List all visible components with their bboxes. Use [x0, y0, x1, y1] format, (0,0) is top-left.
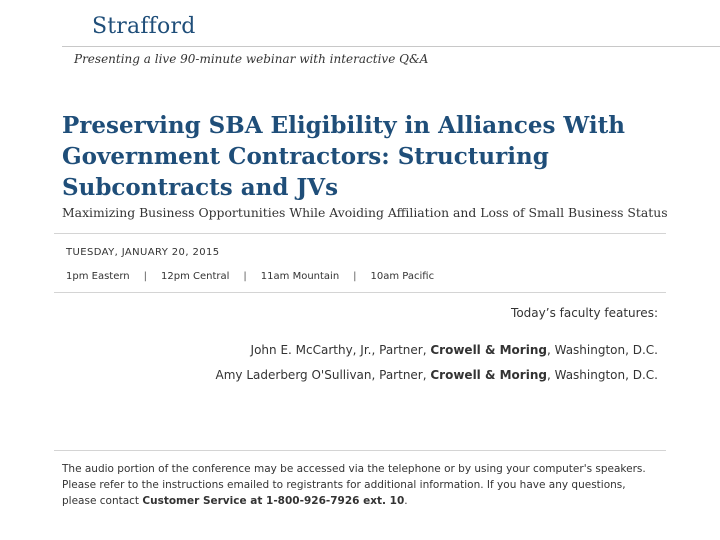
- faculty-intro: Today’s faculty features:: [511, 306, 658, 320]
- speaker-location: , Washington, D.C.: [546, 368, 658, 382]
- webinar-title: Preserving SBA Eligibility in Alliances With Government Contractors: Structuring Subcontracts and JVs: [62, 112, 625, 201]
- strafford-logo: Strafford: [92, 14, 196, 39]
- speaker-name-role: Amy Laderberg O'Sullivan, Partner,: [215, 368, 431, 382]
- speaker-firm: Crowell & Moring: [430, 368, 547, 382]
- divider: [54, 233, 666, 234]
- divider: [54, 292, 666, 293]
- audio-instructions-text: The audio portion of the conference may be accessed via the telephone or by using your computer's speakers. Please refer to the instructions emailed to registrants for additional information. If you have any questions, please contact: [62, 463, 646, 507]
- time-mountain: 11am Mountain: [260, 271, 340, 282]
- audio-instructions-end: .: [404, 495, 408, 507]
- webinar-times: [66, 271, 434, 282]
- time-eastern: 1pm Eastern: [66, 271, 130, 282]
- divider: [54, 450, 666, 451]
- speaker-location: , Washington, D.C.: [546, 343, 658, 357]
- audio-instructions: [62, 461, 662, 509]
- time-pacific: 10am Pacific: [370, 271, 435, 282]
- time-central: 12pm Central: [161, 271, 230, 282]
- speaker-line: [251, 343, 658, 357]
- speaker-line: [216, 368, 658, 382]
- webinar-tagline: Presenting a live 90-minute webinar with interactive Q&A: [74, 52, 429, 66]
- header-divider: [62, 46, 720, 47]
- time-separator: |: [353, 271, 357, 282]
- webinar-subtitle: Maximizing Business Opportunities While Avoiding Affiliation and Loss of Small Business Status: [62, 205, 668, 220]
- time-separator: |: [143, 271, 148, 282]
- speaker-firm: Crowell & Moring: [430, 343, 547, 357]
- speaker-name-role: John E. McCarthy, Jr., Partner,: [250, 343, 431, 357]
- webinar-date: TUESDAY, JANUARY 20, 2015: [66, 247, 220, 258]
- customer-service-contact: Customer Service at 1-800-926-7926 ext. 10: [142, 495, 405, 507]
- time-separator: |: [243, 271, 247, 282]
